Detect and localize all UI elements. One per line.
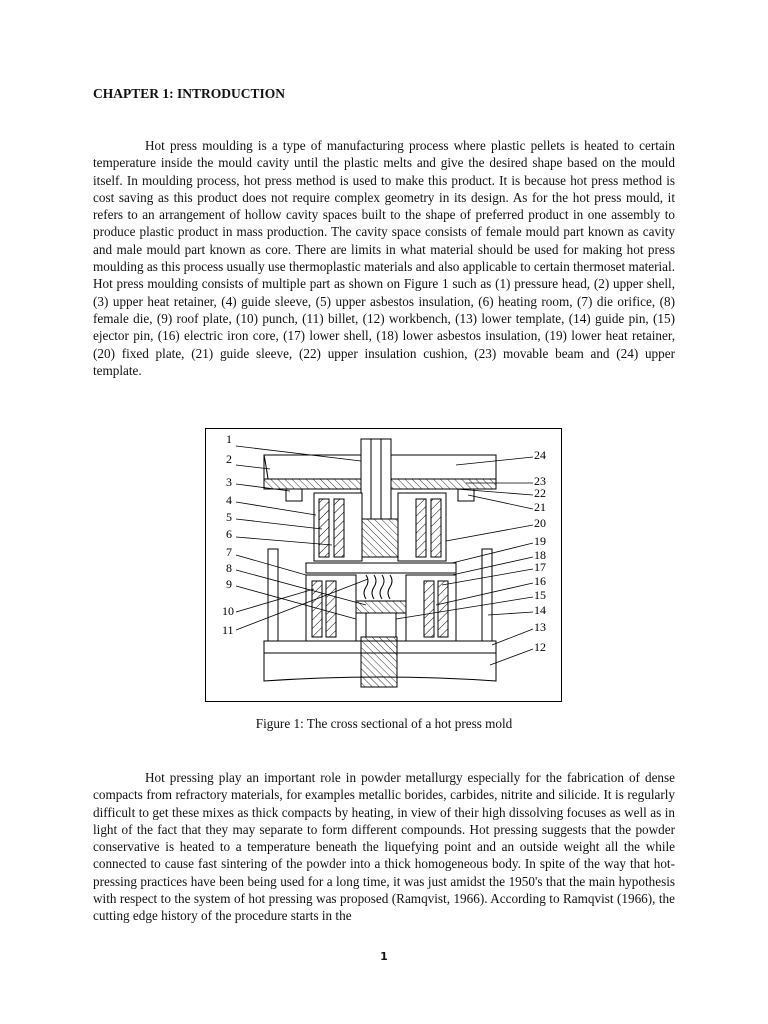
body-paragraph: Hot pressing play an important role in powder metallurgy especially for the fabrication of dense compacts from refractory materials, for examples metallic borides, carbides, nitrite and silicide. It is regularly difficult to get these mixes as thick compacts by heating, in view of their high dissolving focuses as well as in light of the fact that they may separate to form different compounds. Hot pressing suggests that the powder conservative is heated to a temperature beneath the liquefying point and an outside weight all the while connected to cause fast sintering of the powder into a thick homogeneous body. In spite of the way that hot-pressing practices have been being used for a long time, it was just amidst the 1950's that the main hypothesis with respect to the system of hot pressing was proposed (Ramqvist, 1966). According to Ramqvist (1966), the cutting edge history of the procedure starts in the <box>93 770 675 924</box>
part-label: 3 <box>226 475 232 489</box>
part-label: 15 <box>534 588 546 602</box>
part-label: 11 <box>222 623 234 637</box>
part-label: 10 <box>222 604 234 618</box>
figure-right-labels <box>534 448 546 654</box>
part-label: 8 <box>226 561 232 575</box>
part-label: 14 <box>534 603 546 617</box>
part-label: 6 <box>226 527 232 541</box>
page-number: 1 <box>380 950 388 963</box>
figure-hot-press-mold <box>205 428 562 702</box>
part-label: 17 <box>534 560 546 574</box>
part-label: 19 <box>534 534 546 548</box>
part-label: 7 <box>226 545 232 559</box>
part-label: 1 <box>226 432 232 446</box>
part-label: 2 <box>226 452 232 466</box>
chapter-heading: CHAPTER 1: INTRODUCTION <box>93 86 286 101</box>
part-label: 12 <box>534 640 546 654</box>
part-label: 4 <box>226 493 232 507</box>
part-label: 13 <box>534 620 546 634</box>
part-label: 24 <box>534 448 546 462</box>
part-label: 9 <box>226 577 232 591</box>
mold-cross-section-drawing <box>206 429 563 703</box>
part-label: 22 <box>534 486 546 500</box>
part-label: 20 <box>534 516 546 530</box>
figure-caption: Figure 1: The cross sectional of a hot press mold <box>255 716 513 731</box>
part-label: 21 <box>534 500 546 514</box>
part-label: 23 <box>534 474 546 488</box>
intro-paragraph: Hot press moulding is a type of manufacturing process where plastic pellets is heated to certain temperature inside the mould cavity until the plastic melts and give the desired shape based on the mould itself. In moulding process, hot press method is used to make this product. It is because hot press method is cost saving as this product does not require complex geometry in its design. As for the hot press mould, it refers to an arrangement of hollow cavity spaces built to the shape of preferred product in one assembly to produce plastic product in mass production. The cavity space consists of female mould part known as cavity and male mould part known as core. There are limits in what material should be used for making hot press moulding as this process usually use thermoplastic materials and also applicable to certain thermoset material. Hot press moulding consists of multiple part as shown on Figure 1 such as (1) pressure head, (2) upper shell, (3) upper heat retainer, (4) guide sleeve, (5) upper asbestos insulation, (6) heating room, (7) die orifice, (8) female die, (9) roof plate, (10) punch, (11) billet, (12) workbench, (13) lower template, (14) guide pin, (15) ejector pin, (16) electric iron core, (17) lower shell, (18) lower asbestos insulation, (19) lower heat retainer, (20) fixed plate, (21) guide sleeve, (22) upper insulation cushion, (23) movable beam and (24) upper template. <box>93 138 675 378</box>
part-label: 5 <box>226 510 232 524</box>
part-label: 16 <box>534 574 546 588</box>
part-label: 18 <box>534 548 546 562</box>
figure-left-labels <box>222 432 234 637</box>
